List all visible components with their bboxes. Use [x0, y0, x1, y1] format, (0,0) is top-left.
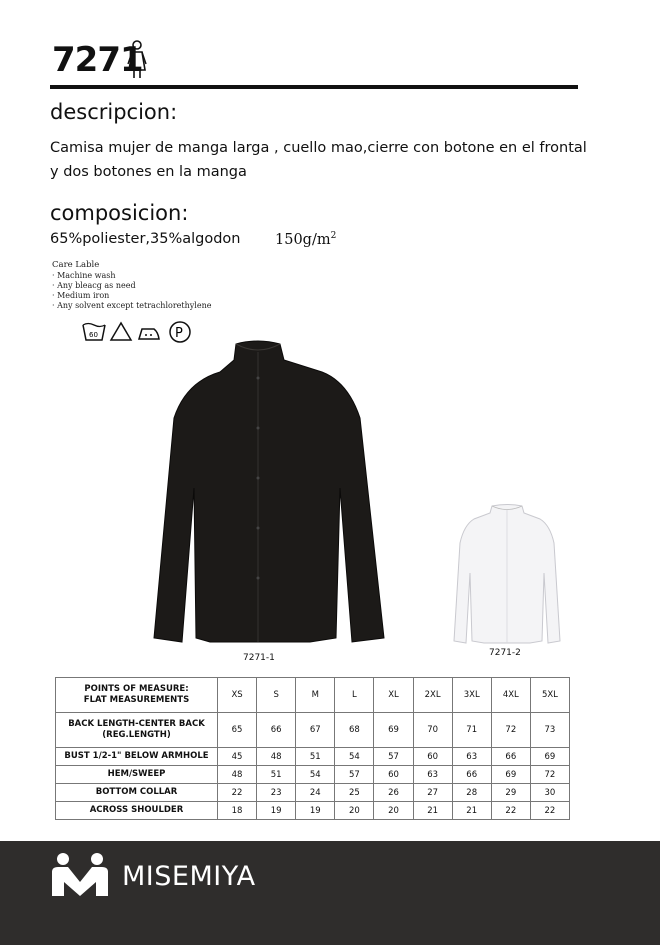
- weight-sup: 2: [330, 231, 337, 241]
- care-line: · Any solvent except tetrachlorethylene: [52, 301, 212, 310]
- table-cell: 66: [491, 748, 530, 766]
- misemiya-logo-icon: [50, 852, 110, 898]
- table-cell: 26: [374, 784, 413, 802]
- row-label: ACROSS SHOULDER: [56, 802, 218, 820]
- size-header: 3XL: [452, 678, 491, 713]
- black-shirt-caption: 7271-1: [243, 653, 275, 663]
- table-cell: 28: [452, 784, 491, 802]
- row-label: BOTTOM COLLAR: [56, 784, 218, 802]
- table-cell: 69: [491, 766, 530, 784]
- table-cell: 21: [413, 802, 452, 820]
- white-shirt-caption: 7271-2: [489, 648, 521, 658]
- woman-icon: [126, 40, 148, 80]
- size-header: S: [257, 678, 296, 713]
- table-row: [56, 802, 570, 820]
- composition-fabric: 65%poliester,35%algodon: [50, 231, 241, 247]
- table-cell: 25: [335, 784, 374, 802]
- care-line: · Any bleacg as need: [52, 281, 136, 290]
- table-cell: 63: [452, 748, 491, 766]
- wash-60-icon: [83, 324, 105, 341]
- care-line: · Medium iron: [52, 291, 110, 300]
- table-cell: 22: [218, 784, 257, 802]
- care-line: · Machine wash: [52, 271, 116, 280]
- table-row: [56, 766, 570, 784]
- wash-temp: 60: [89, 331, 98, 339]
- table-cell: 51: [257, 766, 296, 784]
- table-cell: 30: [530, 784, 569, 802]
- table-cell: 24: [296, 784, 335, 802]
- size-header: XL: [374, 678, 413, 713]
- description-heading: descripcion:: [50, 100, 178, 124]
- table-cell: 66: [452, 766, 491, 784]
- table-cell: 54: [296, 766, 335, 784]
- header-rule: [50, 85, 578, 89]
- white-shirt-image: [452, 503, 562, 645]
- header-line-1: POINTS OF MEASURE:: [84, 684, 189, 694]
- table-cell: 20: [374, 802, 413, 820]
- table-row: [56, 748, 570, 766]
- product-code: 7271: [52, 40, 143, 80]
- dryclean-letter: P: [175, 326, 183, 341]
- size-table: [55, 677, 570, 820]
- table-cell: 63: [413, 766, 452, 784]
- table-cell: 51: [296, 748, 335, 766]
- table-cell: 65: [218, 713, 257, 748]
- table-cell: 69: [374, 713, 413, 748]
- size-header: L: [335, 678, 374, 713]
- composition-weight: [275, 231, 336, 248]
- row-label-line-1: BACK LENGTH-CENTER BACK: [68, 719, 205, 729]
- table-cell: 60: [413, 748, 452, 766]
- table-cell: 72: [530, 766, 569, 784]
- table-cell: 21: [452, 802, 491, 820]
- size-header: 2XL: [413, 678, 452, 713]
- table-cell: 48: [257, 748, 296, 766]
- care-title: Care Lable: [52, 260, 100, 270]
- table-cell: 60: [374, 766, 413, 784]
- table-cell: 72: [491, 713, 530, 748]
- table-cell: 66: [257, 713, 296, 748]
- table-cell: 45: [218, 748, 257, 766]
- row-label: BUST 1/2-1" BELOW ARMHOLE: [56, 748, 218, 766]
- size-header: 5XL: [530, 678, 569, 713]
- table-cell: 69: [530, 748, 569, 766]
- description-line-2: y dos botones en la manga: [50, 164, 247, 180]
- table-cell: 19: [257, 802, 296, 820]
- care-label: [52, 260, 211, 311]
- table-cell: 22: [530, 802, 569, 820]
- description-text: [50, 136, 590, 184]
- table-cell: 71: [452, 713, 491, 748]
- table-cell: 22: [491, 802, 530, 820]
- table-cell: 27: [413, 784, 452, 802]
- size-header: XS: [218, 678, 257, 713]
- header-line-2: FLAT MEASUREMENTS: [83, 695, 190, 705]
- table-cell: 57: [335, 766, 374, 784]
- composition-heading: composicion:: [50, 201, 189, 225]
- table-cell: 48: [218, 766, 257, 784]
- table-cell: 67: [296, 713, 335, 748]
- row-label: [56, 713, 218, 748]
- row-label: HEM/SWEEP: [56, 766, 218, 784]
- table-row: [56, 784, 570, 802]
- table-cell: 68: [335, 713, 374, 748]
- table-cell: 23: [257, 784, 296, 802]
- table-cell: 54: [335, 748, 374, 766]
- table-row: [56, 713, 570, 748]
- table-cell: 73: [530, 713, 569, 748]
- table-cell: 18: [218, 802, 257, 820]
- bleach-icon: [111, 323, 131, 340]
- table-cell: 70: [413, 713, 452, 748]
- points-of-measure-header: [56, 678, 218, 713]
- black-shirt-image: [150, 338, 386, 648]
- table-cell: 19: [296, 802, 335, 820]
- brand-name: MISEMIYA: [122, 861, 256, 892]
- weight-value: 150g/m: [275, 231, 331, 248]
- table-cell: 57: [374, 748, 413, 766]
- size-header: 4XL: [491, 678, 530, 713]
- description-line-1: Camisa mujer de manga larga , cuello mao,cierre con botone en el frontal: [50, 140, 587, 156]
- table-cell: 20: [335, 802, 374, 820]
- size-header: M: [296, 678, 335, 713]
- table-header-row: [56, 678, 570, 713]
- row-label-line-2: (REG.LENGTH): [102, 730, 171, 740]
- table-cell: 29: [491, 784, 530, 802]
